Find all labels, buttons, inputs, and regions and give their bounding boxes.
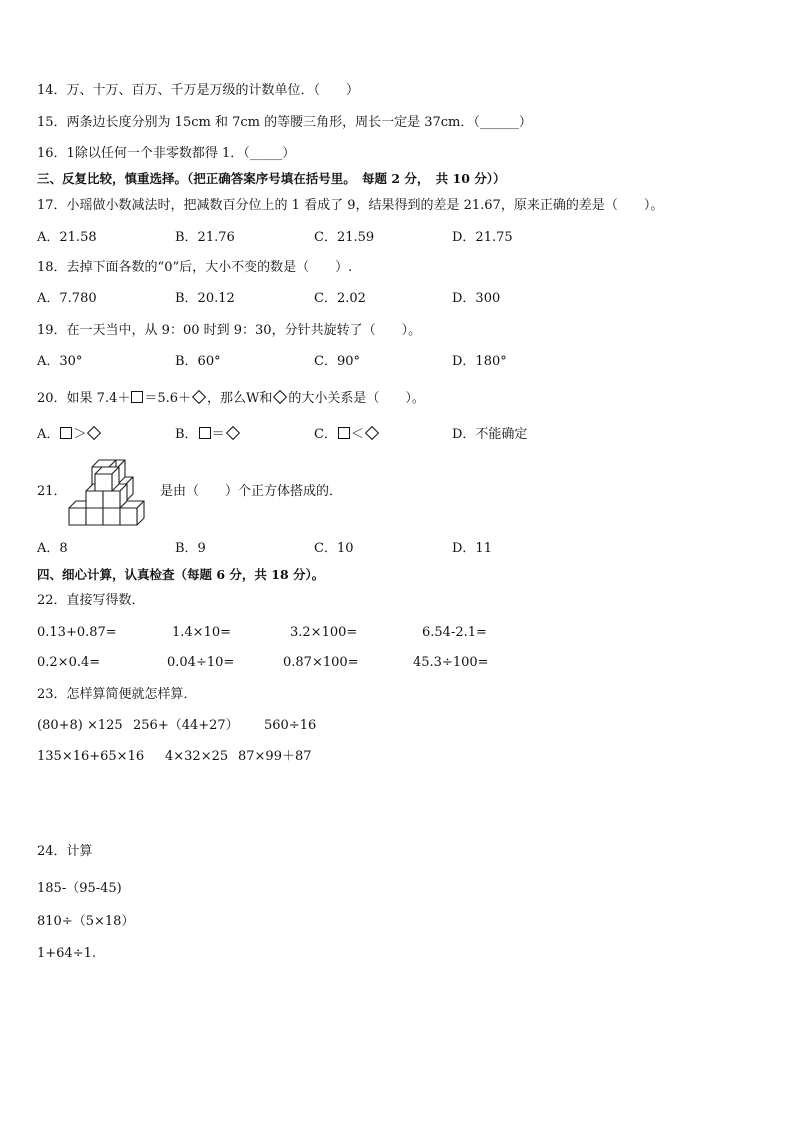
q20-option-b-label: B．	[175, 427, 198, 442]
q18-option-c: C．2.02	[314, 291, 366, 306]
q22-item-4: 6.54-2.1=	[422, 625, 487, 640]
q20-option-c-operator: ＜	[350, 427, 364, 442]
q18-option-b: B．20.12	[175, 291, 235, 306]
question-21	[37, 483, 67, 501]
q21-option-a: A．8	[37, 541, 68, 556]
q22-item-7: 0.87×100=	[283, 655, 359, 670]
section-4-heading: 四、细心计算，认真检查（每题 6 分，共 18 分）。	[37, 567, 325, 582]
q19-option-c: C．90°	[314, 354, 360, 369]
stacked-cubes-figure	[66, 454, 156, 526]
q17-option-a: A．21.58	[37, 230, 97, 245]
question-23: 23．怎样算简便就怎样算．	[37, 687, 197, 702]
q22-item-1: 0.13+0.87=	[37, 625, 117, 640]
diamond-icon	[192, 390, 206, 404]
q19-option-d: D．180°	[452, 354, 507, 369]
diamond-icon	[226, 426, 240, 440]
question-18: 18．去掉下面各数的“0”后，大小不变的数是（ ）.	[37, 260, 353, 275]
q20-option-b-operator: ＝	[211, 427, 225, 442]
q23-item-1: (80+8) ×125	[37, 718, 123, 733]
q18-option-a: A．7.780	[37, 291, 97, 306]
q20-part-a: 20．如果 7.4＋	[37, 391, 131, 406]
square-icon	[338, 427, 350, 439]
q20-part-d: 的大小关系是（ ）。	[288, 391, 425, 406]
q20-part-c: ，那么W和	[207, 391, 273, 406]
q17-option-b: B．21.76	[175, 230, 235, 245]
square-icon	[131, 391, 143, 403]
q24-item-2: 810÷（5×18）	[37, 914, 135, 929]
square-icon	[199, 427, 211, 439]
diamond-icon	[365, 426, 379, 440]
q22-item-6: 0.04÷10=	[167, 655, 235, 670]
q20-option-a-label: A．	[37, 427, 60, 442]
question-24: 24．计算	[37, 844, 93, 859]
diamond-icon	[87, 426, 101, 440]
square-icon	[60, 427, 72, 439]
q20-option-a-operator: ＞	[73, 427, 87, 442]
q21-number: 21．	[37, 484, 67, 499]
q20-option-d: D．不能确定	[452, 427, 528, 442]
q21-option-d: D．11	[452, 541, 492, 556]
question-16: 16．1除以任何一个非零数都得 1．（_____）	[37, 146, 296, 161]
q19-option-a: A．30°	[37, 354, 83, 369]
question-20	[37, 390, 425, 408]
question-19: 19．在一天当中，从 9：00 时到 9：30，分针共旋转了（ ）。	[37, 323, 422, 338]
q19-option-b: B．60°	[175, 354, 221, 369]
q22-item-8: 45.3÷100=	[413, 655, 489, 670]
section-3-heading: 三、反复比较，慎重选择。（把正确答案序号填在括号里。 每题 2 分， 共 10 分））	[37, 171, 506, 186]
q22-item-5: 0.2×0.4=	[37, 655, 101, 670]
question-15: 15．两条边长度分别为 15cm 和 7cm 的等腰三角形，周长一定是 37cm．（______）	[37, 115, 532, 130]
q22-item-2: 1.4×10=	[172, 625, 232, 640]
cube-icon	[95, 467, 119, 491]
q17-option-c: C．21.59	[314, 230, 375, 245]
diamond-icon	[273, 390, 287, 404]
q23-item-3: 560÷16	[264, 718, 317, 733]
q22-item-3: 3.2×100=	[290, 625, 358, 640]
q21-option-c: C．10	[314, 541, 354, 556]
q20-part-b: ＝5.6＋	[144, 391, 192, 406]
q20-option-c	[314, 426, 380, 444]
q23-item-5: 4×32×25	[165, 749, 229, 764]
q23-item-4: 135×16+65×16	[37, 749, 145, 764]
q18-option-d: D．300	[452, 291, 501, 306]
question-17: 17．小瑶做小数减法时，把减数百分位上的 1 看成了 9，结果得到的差是 21.67，原来正确的差是（ ）。	[37, 198, 664, 213]
question-22: 22．直接写得数．	[37, 593, 145, 608]
q23-item-2: 256+（44+27）	[133, 718, 239, 733]
q20-option-b	[175, 426, 241, 444]
q24-item-3: 1+64÷1.	[37, 946, 97, 961]
q21-option-b: B．9	[175, 541, 206, 556]
q20-option-c-label: C．	[314, 427, 337, 442]
q17-option-d: D．21.75	[452, 230, 513, 245]
question-14: 14．万、十万、百万、千万是万级的计数单位．（ ）	[37, 83, 360, 98]
q24-item-1: 185-（95-45)	[37, 881, 122, 896]
q20-option-a	[37, 426, 102, 444]
q23-item-6: 87×99＋87	[238, 749, 312, 764]
question-21-text: 是由（ ）个正方体搭成的．	[160, 484, 343, 499]
